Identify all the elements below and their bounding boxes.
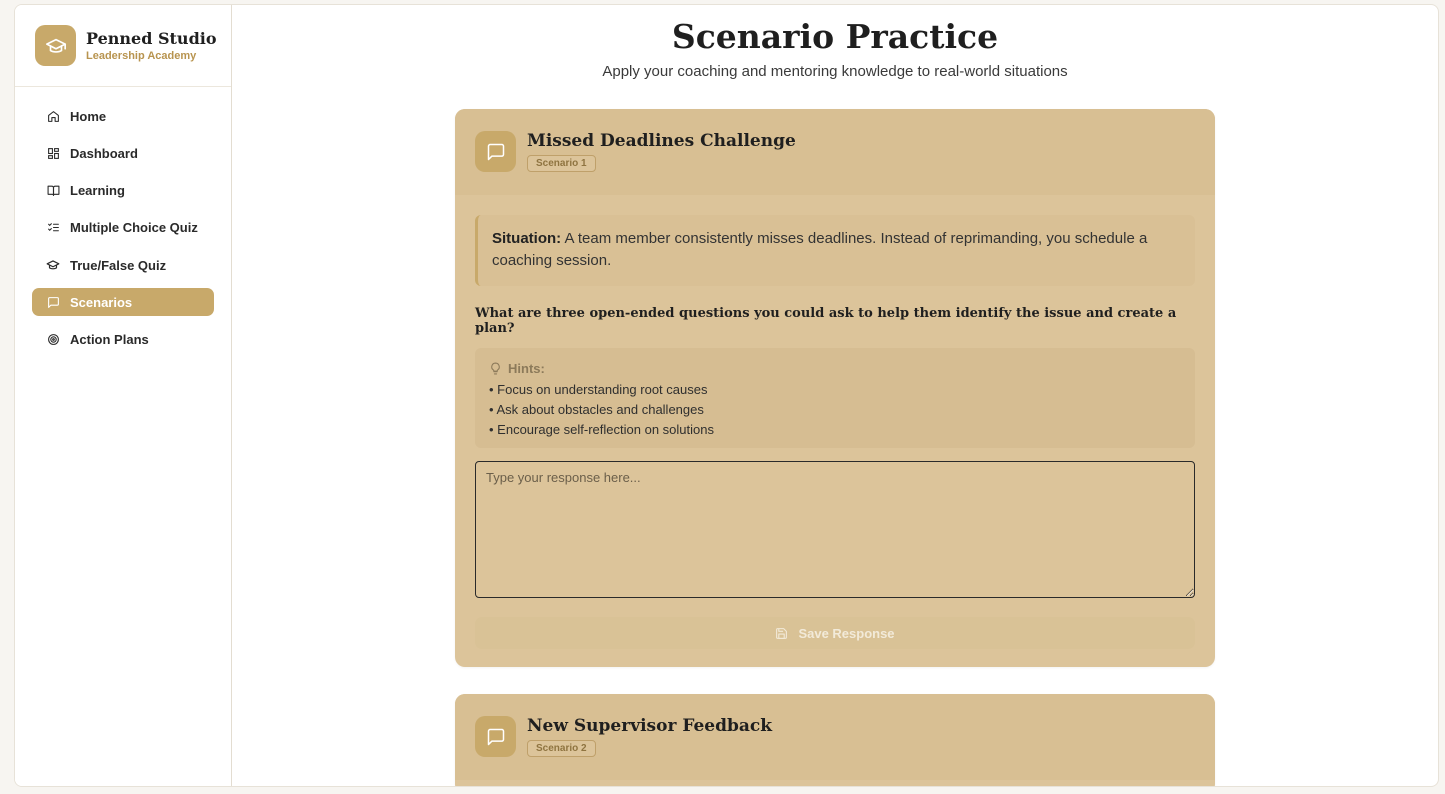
hints-label: Hints: (508, 361, 545, 376)
hint-text: Ask about obstacles and challenges (496, 402, 704, 417)
hint-item: • Encourage self-reflection on solutions (489, 422, 714, 437)
sidebar-item-scenarios[interactable] (32, 288, 214, 316)
sidebar-item-dashboard[interactable] (32, 139, 214, 167)
brand-subtitle: Leadership Academy (86, 50, 197, 62)
book-icon (46, 184, 60, 198)
hint-text: Focus on understanding root causes (497, 382, 708, 397)
hints-box (475, 348, 1195, 448)
scenario-body (455, 195, 1215, 667)
situation-box (475, 215, 1195, 286)
hint-text: Encourage self-reflection on solutions (497, 422, 714, 437)
home-icon (46, 109, 60, 123)
scenario-badge: Scenario 2 (527, 740, 596, 757)
sidebar-nav (15, 87, 231, 354)
scenario-title: New Supervisor Feedback (527, 716, 773, 736)
graduation-cap-icon (46, 258, 60, 272)
sidebar-item-label: Learning (70, 183, 125, 199)
brand (15, 5, 231, 87)
message-square-icon (475, 716, 516, 757)
save-response-button[interactable] (475, 617, 1195, 649)
scenario-header (455, 109, 1215, 195)
sidebar-item-multiple-choice-quiz[interactable] (32, 214, 214, 242)
sidebar-item-action-plans[interactable] (32, 326, 214, 354)
hint-item: • Ask about obstacles and challenges (489, 402, 704, 417)
sidebar (15, 5, 232, 786)
page-subtitle: Apply your coaching and mentoring knowledge to real-world situations (602, 63, 1068, 80)
target-icon (46, 333, 60, 347)
sidebar-item-label: True/False Quiz (70, 257, 167, 273)
message-square-icon (46, 295, 60, 309)
sidebar-item-home[interactable] (32, 102, 214, 130)
save-icon (775, 627, 788, 640)
scenario-question: What are three open-ended questions you could ask to help them identify the issue and create a plan? (475, 306, 1177, 336)
situation-text: A team member consistently misses deadlines. Instead of reprimanding, you schedule a coaching session. (492, 230, 1148, 269)
sidebar-item-label: Home (70, 108, 107, 124)
brand-name: Penned Studio (86, 29, 217, 48)
situation-label: Situation: (492, 230, 562, 247)
scenario-badge: Scenario 1 (527, 155, 596, 172)
lightbulb-icon (489, 362, 502, 375)
response-textarea[interactable] (475, 461, 1195, 598)
scenario-card (455, 109, 1215, 667)
app-frame (14, 4, 1439, 787)
sidebar-item-true-false-quiz[interactable] (32, 251, 214, 279)
scenario-title: Missed Deadlines Challenge (527, 131, 796, 151)
sidebar-item-label: Scenarios (70, 294, 133, 310)
hints-list (489, 383, 1181, 436)
main-content (232, 5, 1438, 786)
sidebar-item-label: Multiple Choice Quiz (70, 220, 198, 236)
scenario-card (455, 694, 1215, 787)
scenario-header (455, 694, 1215, 780)
sidebar-item-learning[interactable] (32, 177, 214, 205)
sidebar-item-label: Dashboard (70, 145, 138, 161)
page-title: Scenario Practice (671, 17, 999, 56)
message-square-icon (475, 131, 516, 172)
list-check-icon (46, 221, 60, 235)
sidebar-item-label: Action Plans (70, 332, 149, 348)
graduation-cap-icon (35, 25, 76, 66)
dashboard-icon (46, 146, 60, 160)
hint-item: • Focus on understanding root causes (489, 382, 708, 397)
save-response-label: Save Response (798, 625, 895, 641)
